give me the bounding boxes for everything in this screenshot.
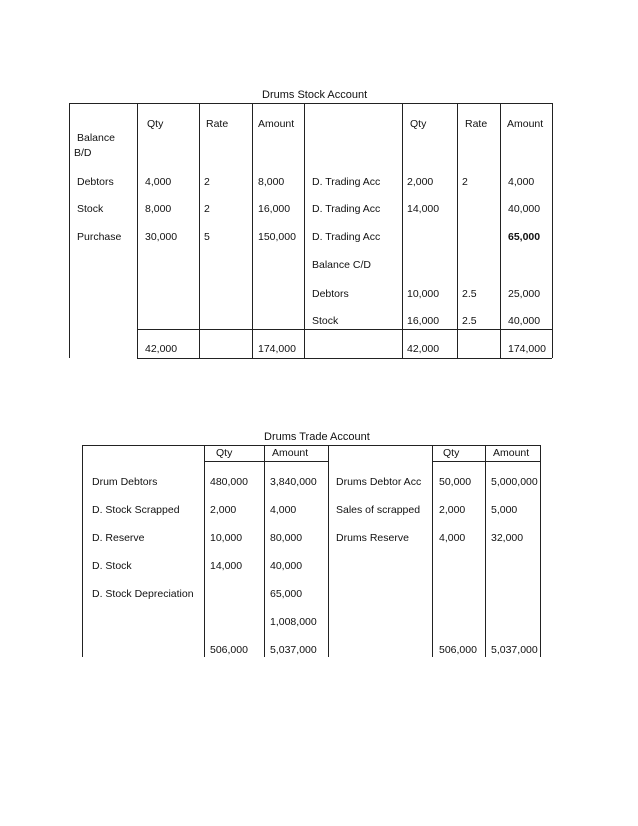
total-value: 5,037,000 <box>491 644 538 656</box>
row-value: 2,000 <box>439 504 466 516</box>
column-header: Rate <box>206 118 229 130</box>
row-label: Purchase <box>77 231 122 243</box>
table-top-border <box>82 445 540 446</box>
column-header: Qty <box>443 447 460 459</box>
row-value: 4,000 <box>145 176 172 188</box>
row-label: D. Stock <box>92 560 132 572</box>
row-label: D. Reserve <box>92 532 145 544</box>
row-value: 2.5 <box>462 288 477 300</box>
row-value: 2,000 <box>407 176 434 188</box>
row-label: Debtors <box>312 288 349 300</box>
row-value: 16,000 <box>258 203 291 215</box>
column-divider <box>485 445 486 657</box>
row-value: 2,000 <box>210 504 237 516</box>
row-value: 2 <box>204 203 210 215</box>
column-divider <box>304 103 305 358</box>
column-divider <box>552 103 553 358</box>
row-value: 5,000 <box>491 504 518 516</box>
total-value: 506,000 <box>210 644 248 656</box>
column-divider <box>540 445 541 657</box>
row-value: 4,000 <box>270 504 297 516</box>
row-label: Balance <box>77 132 115 144</box>
table-top-border <box>69 103 553 104</box>
column-divider <box>432 445 433 657</box>
row-value: 480,000 <box>210 476 248 488</box>
row-label: D. Stock Scrapped <box>92 504 180 516</box>
row-value: 80,000 <box>270 532 303 544</box>
total-value: 42,000 <box>145 343 178 355</box>
row-value: 14,000 <box>407 203 440 215</box>
column-divider <box>199 103 200 358</box>
column-header: Amount <box>507 118 544 130</box>
row-value: 5 <box>204 231 210 243</box>
column-divider <box>457 103 458 358</box>
header-underline <box>204 461 328 462</box>
row-value: 50,000 <box>439 476 472 488</box>
column-header: Amount <box>493 447 530 459</box>
row-value: 3,840,000 <box>270 476 317 488</box>
row-label: Drums Reserve <box>336 532 409 544</box>
row-value: 32,000 <box>491 532 524 544</box>
row-value: 2 <box>204 176 210 188</box>
column-header: Rate <box>465 118 488 130</box>
row-value: 30,000 <box>145 231 178 243</box>
row-value: 4,000 <box>508 176 535 188</box>
row-value: 4,000 <box>439 532 466 544</box>
row-label: Debtors <box>77 176 114 188</box>
row-label: Balance C/D <box>312 259 371 271</box>
row-value: 16,000 <box>407 315 440 327</box>
column-divider <box>252 103 253 358</box>
row-value: 25,000 <box>508 288 541 300</box>
row-value: 8,000 <box>145 203 172 215</box>
row-label: D. Trading Acc <box>312 231 381 243</box>
column-divider <box>204 445 205 657</box>
column-header: Amount <box>258 118 295 130</box>
row-label: D. Trading Acc <box>312 176 381 188</box>
row-value: 10,000 <box>407 288 440 300</box>
header-underline <box>432 461 540 462</box>
row-value: 10,000 <box>210 532 243 544</box>
row-label: Stock <box>312 315 339 327</box>
row-value: 150,000 <box>258 231 296 243</box>
column-divider <box>328 445 329 657</box>
total-value: 174,000 <box>508 343 546 355</box>
row-value: 2.5 <box>462 315 477 327</box>
column-header: Qty <box>147 118 164 130</box>
table-bottom-border <box>137 358 552 359</box>
row-label: Drums Debtor Acc <box>336 476 422 488</box>
row-label: D. Trading Acc <box>312 203 381 215</box>
column-divider <box>500 103 501 358</box>
row-value: 2 <box>462 176 468 188</box>
row-label: Stock <box>77 203 104 215</box>
row-value: 40,000 <box>508 203 541 215</box>
total-value: 42,000 <box>407 343 440 355</box>
row-label: Drum Debtors <box>92 476 158 488</box>
column-header: Amount <box>272 447 309 459</box>
column-divider <box>69 103 70 358</box>
stock-account-title: Drums Stock Account <box>262 89 368 101</box>
row-label: Sales of scrapped <box>336 504 421 516</box>
total-value: 5,037,000 <box>270 644 317 656</box>
column-divider <box>137 103 138 358</box>
column-divider <box>402 103 403 358</box>
row-value: 40,000 <box>508 315 541 327</box>
row-value: 65,000 <box>508 231 541 243</box>
row-label: D. Stock Depreciation <box>92 588 194 600</box>
row-value: 65,000 <box>270 588 303 600</box>
column-divider <box>82 445 83 657</box>
row-label: B/D <box>74 147 92 159</box>
row-value: 40,000 <box>270 560 303 572</box>
trade-account-title: Drums Trade Account <box>264 431 370 443</box>
column-header: Qty <box>216 447 233 459</box>
row-value: 5,000,000 <box>491 476 538 488</box>
total-value: 506,000 <box>439 644 477 656</box>
total-value: 174,000 <box>258 343 296 355</box>
row-value: 14,000 <box>210 560 243 572</box>
row-value: 1,008,000 <box>270 616 317 628</box>
row-value: 8,000 <box>258 176 285 188</box>
column-divider <box>264 445 265 657</box>
column-header: Qty <box>410 118 427 130</box>
